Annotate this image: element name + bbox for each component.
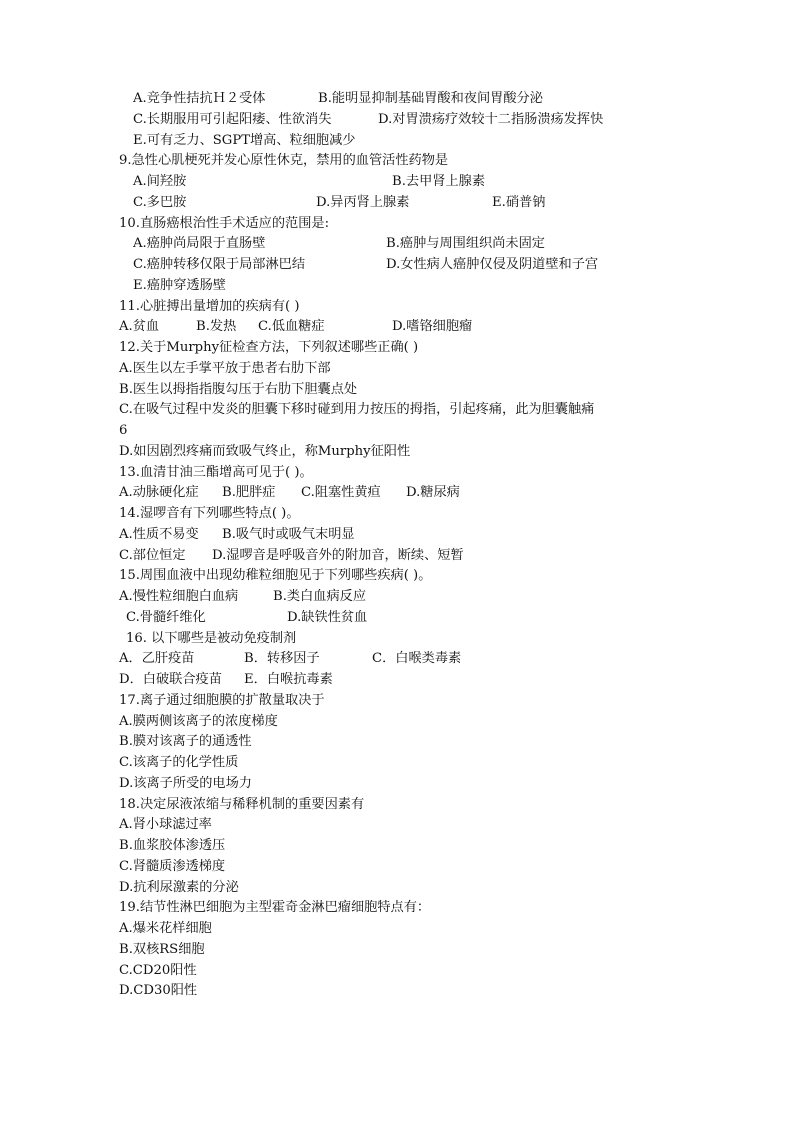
text-segment: B.肥胖症 <box>222 485 276 501</box>
text-segment: C.长期服用可引起阳痿、性欲消失 <box>133 111 332 127</box>
text-segment: C.多巴胺 <box>133 194 187 210</box>
text-segment: D．白破联合疫苗 <box>119 672 222 687</box>
text-line: A.医生以左手掌平放于患者右肋下部 <box>119 360 331 376</box>
text-line: 12.关于Murphy征检查方法，下列叙述哪些正确( ) <box>119 340 419 355</box>
text-line: 10.直肠癌根治性手术适应的范围是: <box>119 215 330 231</box>
text-segment: C.阻塞性黄疸 <box>301 485 381 501</box>
text-line: 13.血清甘油三酯增高可见于( )。 <box>119 464 313 480</box>
text-line: B.血浆胶体渗透压 <box>119 838 226 853</box>
text-segment: C.低血糖症 <box>258 319 325 335</box>
text-segment: D.嗜铬细胞瘤 <box>392 319 473 335</box>
text-line: D.如因剧烈疼痛而致吸气终止，称Murphy征阳性 <box>119 443 411 459</box>
text-line: C.CD20阳性 <box>119 962 197 978</box>
text-segment: A.贫血 <box>119 319 160 335</box>
text-line: B.双核RS细胞 <box>119 941 205 957</box>
text-line: E.可有乏力、SGPT增高、粒细胞减少 <box>133 132 356 148</box>
text-line: C.肾髓质渗透梯度 <box>119 858 226 874</box>
text-segment: D.女性病人癌肿仅侵及阴道壁和子宫 <box>386 257 599 272</box>
text-line: 15.周围血液中出现幼稚粒细胞见于下列哪些疾病( )。 <box>119 568 432 584</box>
text-segment: D.异丙肾上腺素 <box>316 194 410 210</box>
text-line: C.该离子的化学性质 <box>119 755 239 770</box>
text-segment: B.类白血病反应 <box>273 589 367 604</box>
text-line: A.肾小球滤过率 <box>119 817 212 833</box>
text-line: A.膜两侧该离子的浓度梯度 <box>119 713 278 729</box>
text-segment: D.对胃溃疡疗效较十二指肠溃疡发挥快 <box>378 111 604 127</box>
text-segment: C．白喉类毒素 <box>372 651 462 667</box>
text-line: C.在吸气过程中发炎的胆囊下移时碰到用力按压的拇指，引起疼痛，此为胆囊触痛 <box>119 402 595 418</box>
text-segment: B.吸气时或吸气末明显 <box>222 526 355 542</box>
text-segment: A.竞争性拮抗Ｈ２受体 <box>133 91 266 106</box>
text-line: 16. 以下哪些是被动免疫制剂 <box>126 630 297 646</box>
text-line: B.膜对该离子的通透性 <box>119 734 252 750</box>
text-line: B.医生以拇指指腹勾压于右肋下胆囊点处 <box>119 381 358 397</box>
text-line: D.CD30阳性 <box>119 983 198 999</box>
text-line: 17.离子通过细胞膜的扩散量取决于 <box>119 692 325 708</box>
text-line: A.爆米花样细胞 <box>119 921 212 936</box>
text-segment: B.癌肿与周围组织尚未固定 <box>386 236 545 252</box>
text-line: 18.决定尿液浓缩与稀释机制的重要因素有 <box>119 796 365 812</box>
text-segment: A．乙肝疫苗 <box>119 651 195 667</box>
text-segment: E．白喉抗毒素 <box>244 672 333 687</box>
text-segment: C.部位恒定 <box>119 547 186 563</box>
text-segment: C.癌肿转移仅限于局部淋巴结 <box>133 257 306 272</box>
text-segment: A.慢性粒细胞白血病 <box>119 589 239 604</box>
text-segment: B．转移因子 <box>244 651 320 667</box>
text-line: 14.湿啰音有下列哪些特点( )。 <box>119 506 300 521</box>
text-segment: A.性质不易变 <box>119 526 199 542</box>
text-line: 19.结节性淋巴细胞为主型霍奇金淋巴瘤细胞特点有： <box>119 900 431 916</box>
text-segment: D.湿啰音是呼吸音外的附加音，断续、短暂 <box>212 547 464 563</box>
text-segment: B.能明显抑制基础胃酸和夜间胃酸分泌 <box>318 91 543 106</box>
text-line: D.抗利尿激素的分泌 <box>119 879 239 895</box>
text-segment: A.间羟胺 <box>133 174 187 189</box>
text-segment: B.发热 <box>196 319 237 335</box>
text-segment: B.去甲肾上腺素 <box>392 174 486 189</box>
text-line: 11.心脏搏出量增加的疾病有( ) <box>119 298 300 314</box>
text-line: 9.急性心肌梗死并发心原性休克，禁用的血管活性药物是 <box>119 153 449 169</box>
text-line: 6 <box>119 423 128 438</box>
text-segment: E.硝普钠 <box>492 194 546 210</box>
text-segment: D.缺铁性贫血 <box>287 609 368 625</box>
text-segment: D.糖尿病 <box>406 485 460 501</box>
text-segment: A.动脉硬化症 <box>119 485 199 501</box>
text-segment: C.骨髓纤维化 <box>126 609 206 625</box>
text-line: E.癌肿穿透肠壁 <box>133 277 226 293</box>
text-line: D.该离子所受的电场力 <box>119 775 252 791</box>
text-segment: A.癌肿尚局限于直肠壁 <box>133 236 266 252</box>
